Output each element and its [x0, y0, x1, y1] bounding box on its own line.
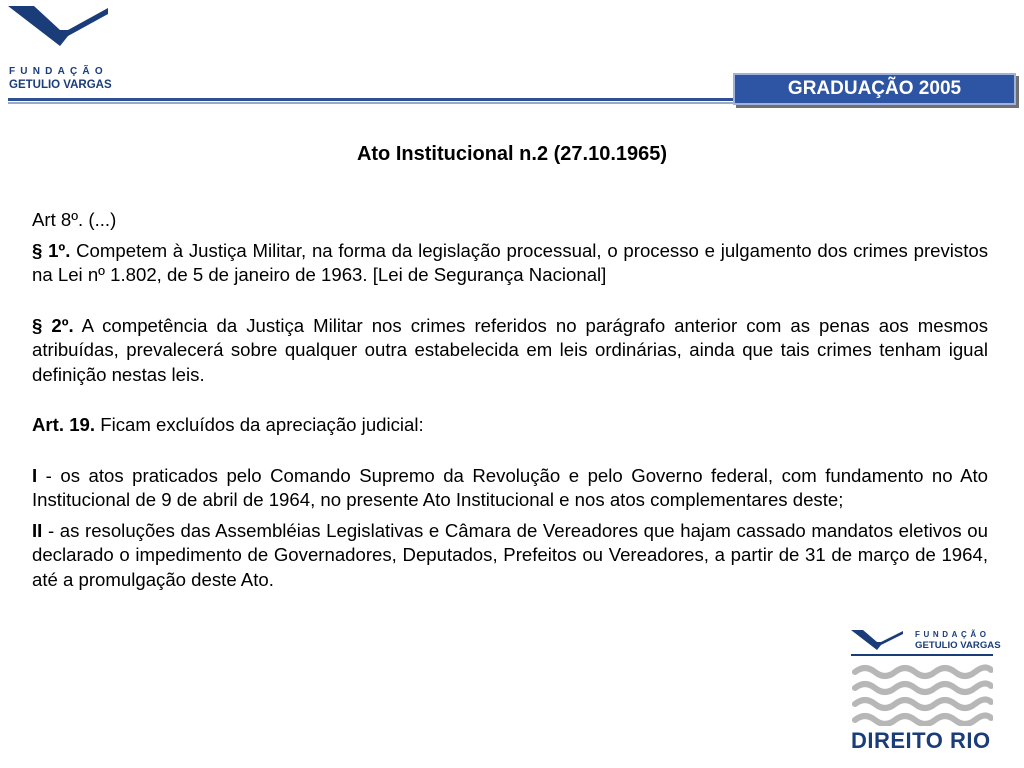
- inciso-1-text: - os atos praticados pelo Comando Supremo da Revolução e pelo Governo federal, com fundamento no Ato Institucional de 9 de abril de 1964, no presente Ato Institucional e nos atos complementares deste;: [32, 464, 988, 510]
- graduation-badge: GRADUAÇÃO 2005: [733, 73, 1016, 105]
- paragraph-2: [32, 314, 988, 388]
- article-19: [32, 413, 988, 438]
- footer-logo-line1: FUNDAÇÃO: [915, 630, 990, 639]
- logo-line1: FUNDAÇÃO: [9, 66, 108, 77]
- paragraph-1: [32, 239, 988, 288]
- fgv-chevron-small-icon: [851, 630, 911, 652]
- inciso-2-label: II: [32, 519, 43, 541]
- art8-heading: [32, 208, 988, 233]
- art8-heading-text: Art 8º. (...): [32, 209, 117, 230]
- direito-rio-logo: [851, 630, 1001, 755]
- article-19-label: Art. 19.: [32, 414, 96, 435]
- inciso-1: [32, 464, 988, 513]
- document-body: [32, 208, 988, 592]
- paragraph-1-label: § 1º.: [32, 239, 71, 261]
- fgv-logo: [8, 6, 112, 96]
- inciso-2-text: - as resoluções das Assembléias Legislativas e Câmara de Vereadores que hajam cassado mandatos eletivos ou declarado o impedimento de Governadores, Deputados, Prefeitos ou Vereadores, a partir de 31 de março de 1964, até a promulgação deste Ato.: [32, 519, 988, 590]
- inciso-1-label: I: [32, 464, 38, 486]
- fgv-chevron-icon: [8, 6, 112, 62]
- paragraph-2-text: A competência da Justiça Militar nos crimes referidos no parágrafo anterior com as penas aos mesmos atribuídas, prevalecerá sobre qualquer outra estabelecida em leis ordinárias, ainda que tais crimes tenham igual definição nestas leis.: [32, 314, 988, 385]
- paragraph-1-text: Competem à Justiça Militar, na forma da legislação processual, o processo e julgamento dos crimes previstos na Lei nº 1.802, de 5 de janeiro de 1963. [Lei de Segurança Nacional]: [32, 239, 989, 285]
- paragraph-2-label: § 2º.: [32, 314, 74, 336]
- footer-logo-line2: GETULIO VARGAS: [915, 640, 1001, 651]
- article-19-text: Ficam excluídos da apreciação judicial:: [95, 414, 424, 435]
- page-title: Ato Institucional n.2 (27.10.1965): [356, 143, 668, 165]
- waves-icon: [851, 664, 993, 726]
- direito-rio-label: DIREITO RIO: [851, 728, 991, 753]
- logo-line2: GETULIO VARGAS: [9, 79, 112, 91]
- footer-logo-divider: [851, 654, 993, 656]
- inciso-2: [32, 519, 988, 593]
